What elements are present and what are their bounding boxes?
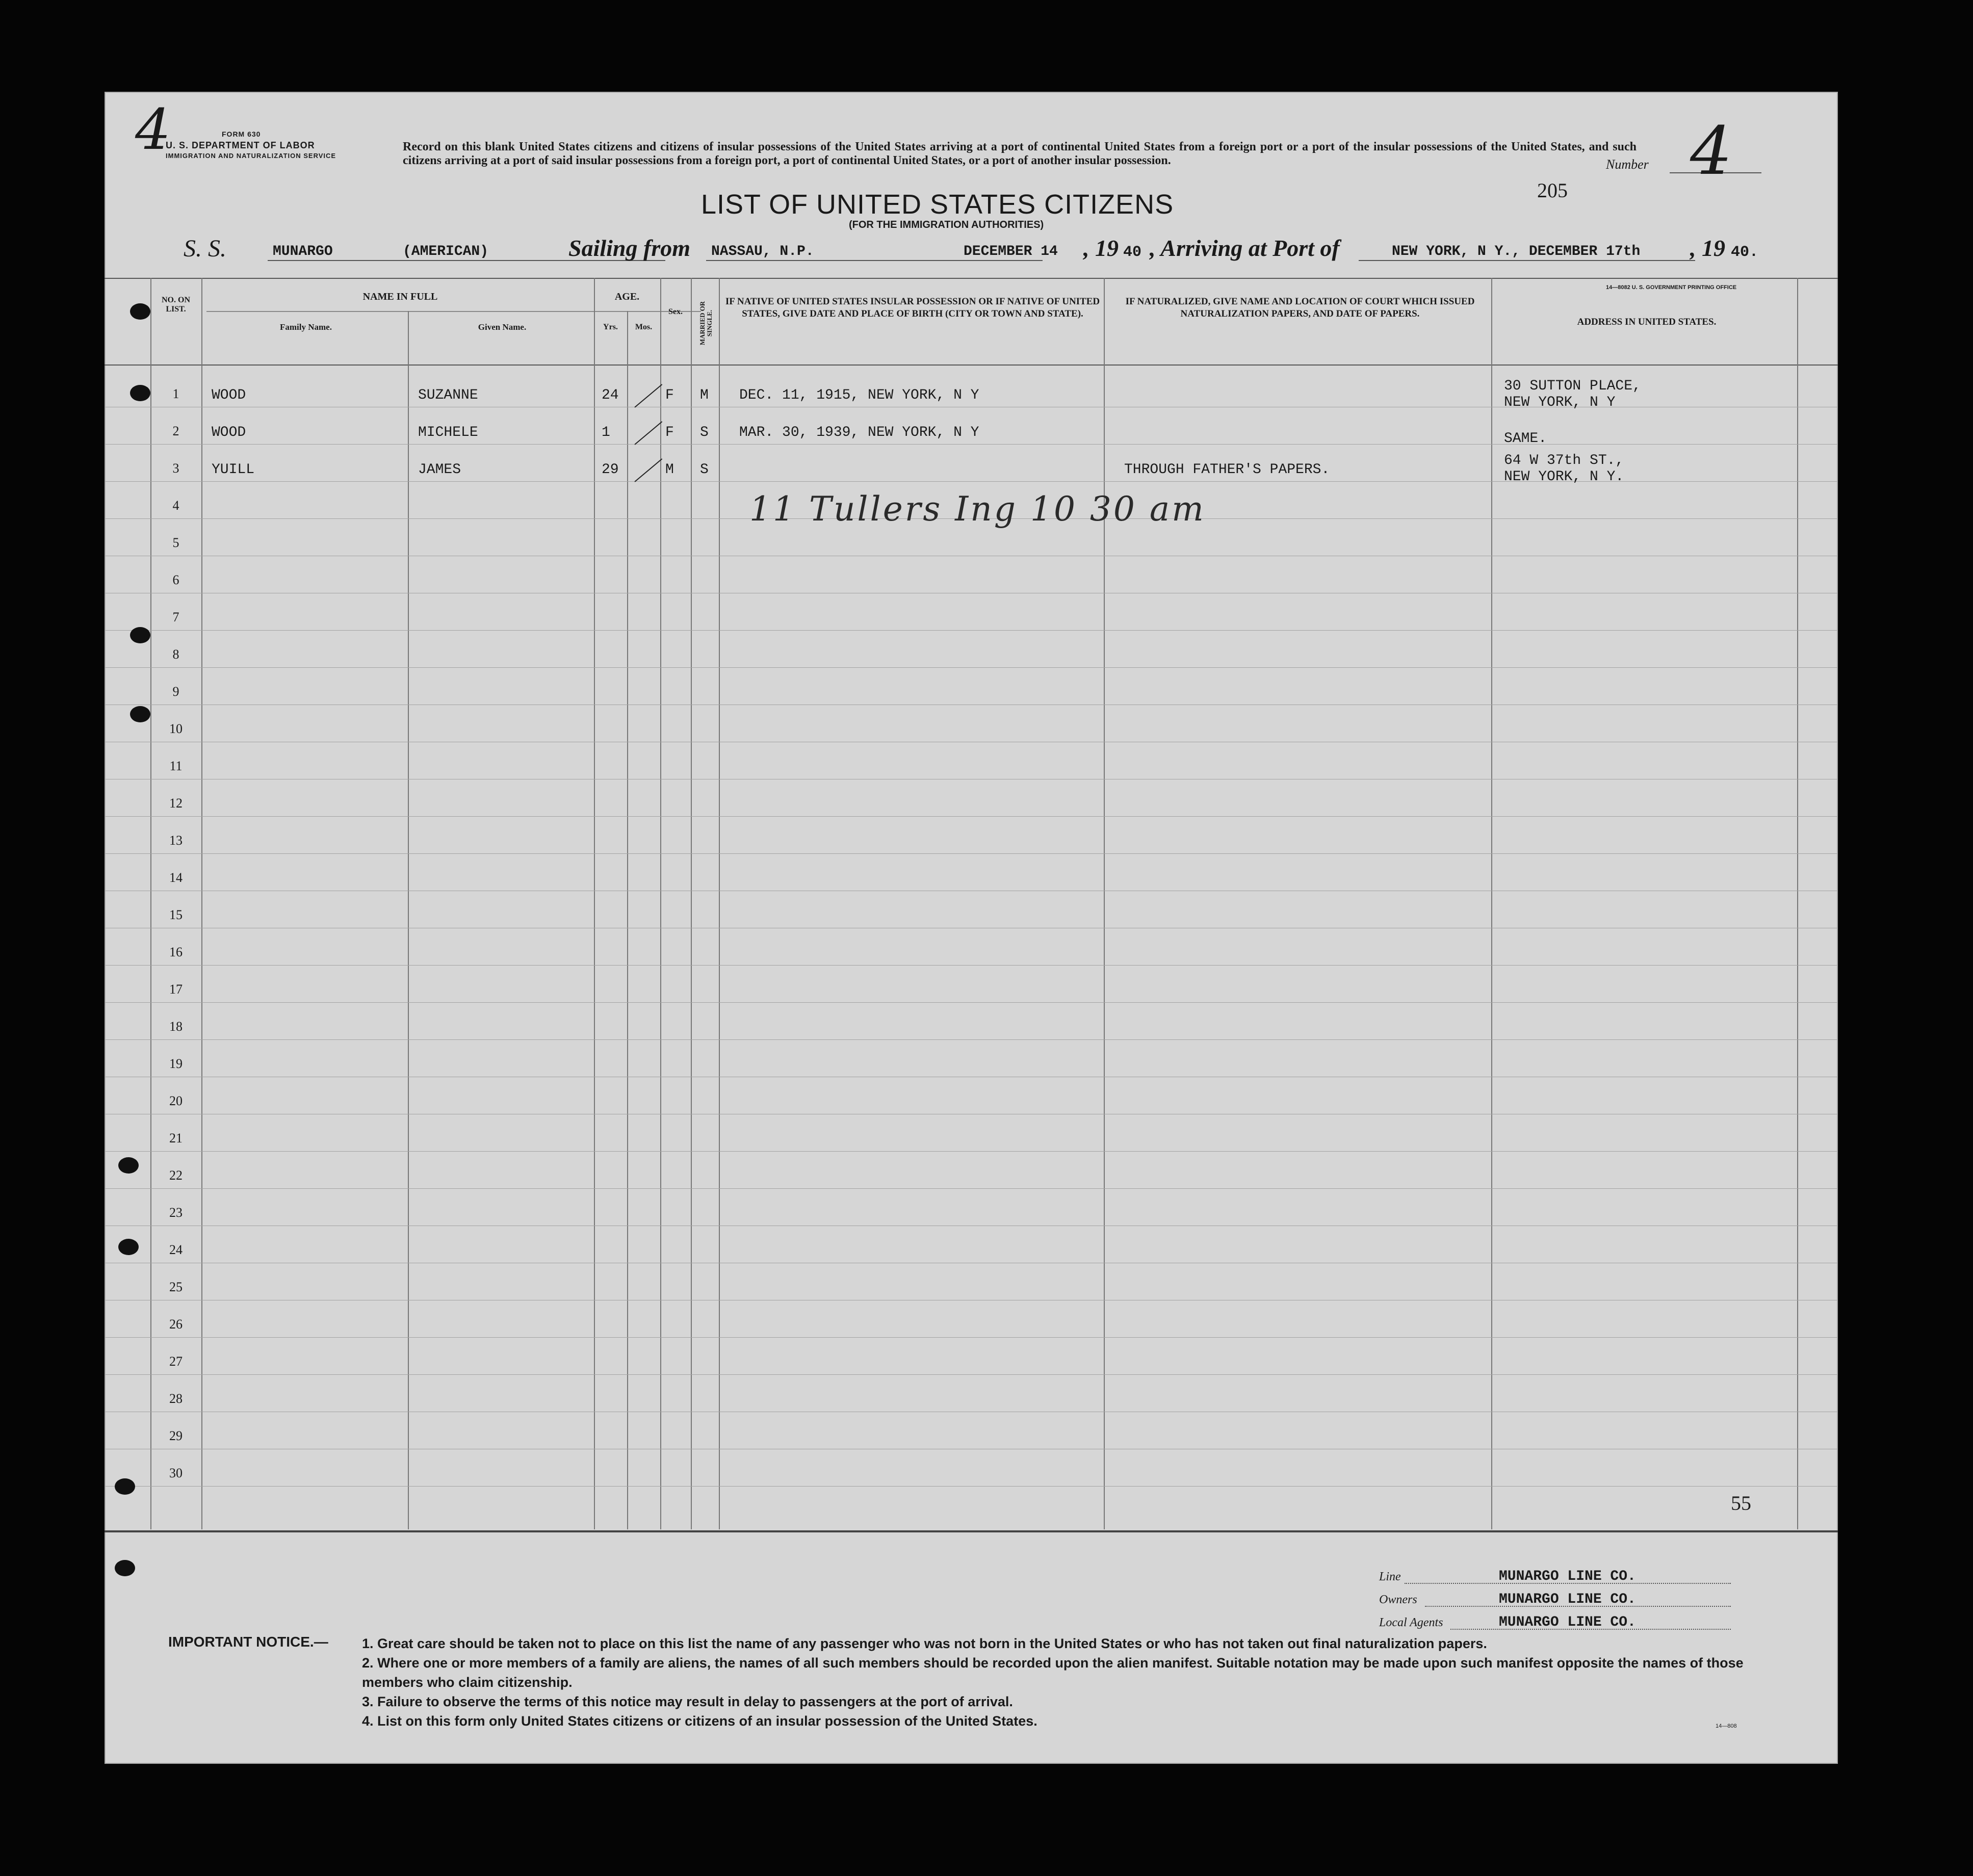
col-native-header: IF NATIVE OF UNITED STATES INSULAR POSSESSION OR IF NATIVE OF UNITED STATES, GIVE DATE AND PLACE OF BIRTH (CITY OR TOWN AND STATE). bbox=[725, 296, 1100, 319]
binding-hole bbox=[130, 385, 150, 401]
col-sex-header: Sex. bbox=[668, 307, 683, 316]
row-rule bbox=[105, 1039, 1838, 1040]
row-number: 19 bbox=[169, 1056, 183, 1071]
row-number: 23 bbox=[169, 1205, 183, 1220]
row-number: 22 bbox=[169, 1168, 183, 1183]
page-subtitle: (FOR THE IMMIGRATION AUTHORITIES) bbox=[849, 219, 1044, 230]
age-years-cell: 24 bbox=[602, 387, 619, 403]
row-rule bbox=[105, 1151, 1838, 1152]
ship-name: MUNARGO bbox=[273, 244, 333, 259]
service-label: IMMIGRATION AND NATURALIZATION SERVICE bbox=[166, 152, 336, 160]
col-border bbox=[408, 311, 409, 1529]
col-mos-header: Mos. bbox=[635, 323, 653, 331]
binding-hole bbox=[130, 706, 150, 722]
given-name-cell: MICHELE bbox=[418, 425, 478, 440]
row-number: 12 bbox=[169, 796, 183, 811]
col-border bbox=[150, 278, 151, 1529]
col-border bbox=[1797, 278, 1798, 1529]
col-border bbox=[660, 278, 661, 1529]
row-rule bbox=[105, 444, 1838, 445]
given-name-cell: JAMES bbox=[418, 462, 461, 478]
age-years-cell: 29 bbox=[602, 462, 619, 478]
handwritten-note: 11 Tullers Ing 10 30 am bbox=[749, 489, 1206, 529]
row-number: 6 bbox=[172, 572, 179, 587]
table-header-bottom bbox=[105, 364, 1838, 366]
sail-year: 40 bbox=[1123, 244, 1142, 261]
check-tick-mark bbox=[634, 421, 662, 445]
row-number: 27 bbox=[169, 1354, 183, 1369]
arrival-underline bbox=[1359, 260, 1695, 261]
line-label: Line bbox=[1379, 1570, 1401, 1583]
notice-item: 3. Failure to observe the terms of this notice may result in delay to passengers at the port of arrival. bbox=[362, 1694, 1013, 1709]
arrival-year: 40. bbox=[1731, 244, 1759, 261]
row-rule bbox=[105, 816, 1838, 817]
row-number: 24 bbox=[169, 1242, 183, 1257]
row-number: 5 bbox=[172, 535, 179, 550]
row-number: 7 bbox=[172, 610, 179, 624]
col-border bbox=[594, 278, 595, 1529]
row-rule bbox=[105, 1188, 1838, 1189]
form-sheet bbox=[105, 92, 1838, 1764]
row-rule bbox=[105, 630, 1838, 631]
ship-nationality: (AMERICAN) bbox=[403, 244, 489, 259]
from-port: NASSAU, N.P. bbox=[711, 244, 814, 259]
row-rule bbox=[105, 667, 1838, 668]
address-line1-cell: SAME. bbox=[1504, 431, 1547, 447]
col-border bbox=[691, 278, 692, 1529]
table-bottom-border bbox=[105, 1530, 1838, 1532]
sex-cell: M bbox=[665, 462, 674, 478]
owners-value: MUNARGO LINE CO. bbox=[1499, 1592, 1636, 1607]
address-line1-cell: 30 SUTTON PLACE, bbox=[1504, 378, 1641, 394]
table-top-border bbox=[105, 278, 1838, 279]
col-border bbox=[201, 278, 202, 1529]
binding-hole bbox=[115, 1560, 135, 1576]
row-rule bbox=[105, 853, 1838, 854]
row-number: 10 bbox=[169, 721, 183, 736]
ss-label: S. S. bbox=[184, 235, 226, 262]
page-number: 55 bbox=[1731, 1492, 1751, 1515]
notice-item: 2. Where one or more members of a family are aliens, the names of all such members should be recorded upon the alien manifest. Suitable notation may be made upon such manifest opposite the names of those members who claim citizenship. bbox=[362, 1655, 1744, 1690]
row-number: 29 bbox=[169, 1428, 183, 1443]
row-number: 16 bbox=[169, 945, 183, 959]
row-number: 9 bbox=[172, 684, 179, 699]
col-married-header: MARRIED OR SINGLE. bbox=[698, 301, 713, 346]
col-border bbox=[719, 278, 720, 1529]
sail-year-prefix: , 19 bbox=[1083, 235, 1119, 261]
footer-code: 14—808 bbox=[1716, 1723, 1737, 1729]
arriving-label: , Arriving at Port of bbox=[1150, 235, 1340, 261]
row-number: 21 bbox=[169, 1131, 183, 1145]
row-number: 3 bbox=[172, 461, 179, 476]
row-rule bbox=[105, 1337, 1838, 1338]
col-naturalized-header: IF NATURALIZED, GIVE NAME AND LOCATION OF COURT WHICH ISSUED NATURALIZATION PAPERS, AND DATE OF PAPERS. bbox=[1125, 296, 1475, 319]
given-name-cell: SUZANNE bbox=[418, 387, 478, 403]
sailing-label: Sailing from bbox=[568, 235, 691, 261]
check-tick-mark bbox=[634, 458, 662, 482]
row-number: 11 bbox=[169, 759, 183, 773]
col-given-header: Given Name. bbox=[478, 322, 527, 332]
stamp-number: 205 bbox=[1537, 179, 1568, 202]
row-number: 2 bbox=[172, 424, 179, 438]
col-age-header: AGE. bbox=[614, 291, 640, 302]
line-value: MUNARGO LINE CO. bbox=[1499, 1569, 1636, 1584]
binding-hole bbox=[130, 303, 150, 320]
family-name-cell: WOOD bbox=[212, 425, 246, 440]
form-number: FORM 630 bbox=[222, 130, 261, 138]
page-title: LIST OF UNITED STATES CITIZENS bbox=[701, 189, 1174, 220]
row-number: 20 bbox=[169, 1093, 183, 1108]
col-border bbox=[627, 311, 628, 1529]
family-name-cell: YUILL bbox=[212, 462, 255, 478]
naturalization-cell: THROUGH FATHER'S PAPERS. bbox=[1124, 462, 1330, 478]
col-no-header: NO. ON LIST. bbox=[162, 296, 190, 314]
check-tick-mark bbox=[634, 384, 662, 408]
sail-date: DECEMBER 14 bbox=[964, 244, 1058, 259]
owners-label: Owners bbox=[1379, 1593, 1417, 1606]
row-number: 1 bbox=[172, 386, 179, 401]
row-number: 4 bbox=[172, 498, 179, 513]
col-family-header: Family Name. bbox=[280, 322, 332, 332]
birth-info-cell: DEC. 11, 1915, NEW YORK, N Y bbox=[739, 387, 979, 403]
row-number: 26 bbox=[169, 1317, 183, 1332]
row-number: 8 bbox=[172, 647, 179, 662]
marital-status-cell: S bbox=[700, 425, 709, 440]
row-rule bbox=[105, 1002, 1838, 1003]
notice-heading: IMPORTANT NOTICE.— bbox=[168, 1634, 328, 1650]
notice-list bbox=[362, 1634, 1800, 1731]
agents-value: MUNARGO LINE CO. bbox=[1499, 1614, 1636, 1630]
col-yrs-header: Yrs. bbox=[603, 323, 618, 331]
row-rule bbox=[105, 965, 1838, 966]
binding-hole bbox=[115, 1478, 135, 1495]
address-line2-cell: NEW YORK, N Y. bbox=[1504, 469, 1624, 485]
address-line1-cell: 64 W 37th ST., bbox=[1504, 453, 1624, 468]
family-name-cell: WOOD bbox=[212, 387, 246, 403]
sex-cell: F bbox=[665, 425, 674, 440]
col-address-header: ADDRESS IN UNITED STATES. bbox=[1577, 317, 1717, 327]
marital-status-cell: M bbox=[700, 387, 709, 403]
row-rule bbox=[105, 1374, 1838, 1375]
instruction-text: Record on this blank United States citizens and citizens of insular possessions of the United States arriving at a port of continental United States from a foreign port or a port of the insular possessions of the United States, and such citizens arriving at a port of said insular possessions from a foreign port, a port of continental United States, or a port of another insular possession. bbox=[403, 140, 1637, 167]
notice-item: 4. List on this form only United States citizens or citizens of an insular possession of the United States. bbox=[362, 1713, 1037, 1729]
printer-note: 14—8082 U. S. GOVERNMENT PRINTING OFFICE bbox=[1606, 284, 1737, 291]
row-number: 28 bbox=[169, 1391, 183, 1406]
agents-label: Local Agents bbox=[1379, 1616, 1443, 1629]
row-number: 25 bbox=[169, 1280, 183, 1294]
address-line2-cell: NEW YORK, N Y bbox=[1504, 395, 1616, 410]
col-border bbox=[1491, 278, 1492, 1529]
department-label: U. S. DEPARTMENT OF LABOR bbox=[166, 140, 315, 150]
row-number: 18 bbox=[169, 1019, 183, 1034]
notice-item: 1. Great care should be taken not to place on this list the name of any passenger who was not born in the United States or who has not taken out final naturalization papers. bbox=[362, 1636, 1487, 1651]
binding-hole bbox=[118, 1239, 139, 1255]
row-number: 13 bbox=[169, 833, 183, 848]
age-years-cell: 1 bbox=[602, 425, 610, 440]
col-name-header: NAME IN FULL bbox=[362, 291, 438, 302]
number-value: 4 bbox=[1690, 112, 1732, 190]
arrival-port: NEW YORK, N Y., DECEMBER 17th bbox=[1392, 244, 1641, 259]
binding-hole bbox=[118, 1157, 139, 1174]
arrival-year-prefix: , 19 bbox=[1690, 235, 1725, 261]
port-underline bbox=[706, 260, 1043, 261]
row-number: 14 bbox=[169, 870, 183, 885]
col-border bbox=[1104, 278, 1105, 1529]
row-number: 15 bbox=[169, 907, 183, 922]
sex-cell: F bbox=[665, 387, 674, 403]
row-rule bbox=[105, 1486, 1838, 1487]
number-label: Number bbox=[1606, 157, 1649, 172]
corner-mark: 4 bbox=[135, 97, 171, 162]
row-number: 17 bbox=[169, 982, 183, 997]
binding-hole bbox=[130, 627, 150, 643]
marital-status-cell: S bbox=[700, 462, 709, 478]
birth-info-cell: MAR. 30, 1939, NEW YORK, N Y bbox=[739, 425, 979, 440]
row-number: 30 bbox=[169, 1466, 183, 1480]
